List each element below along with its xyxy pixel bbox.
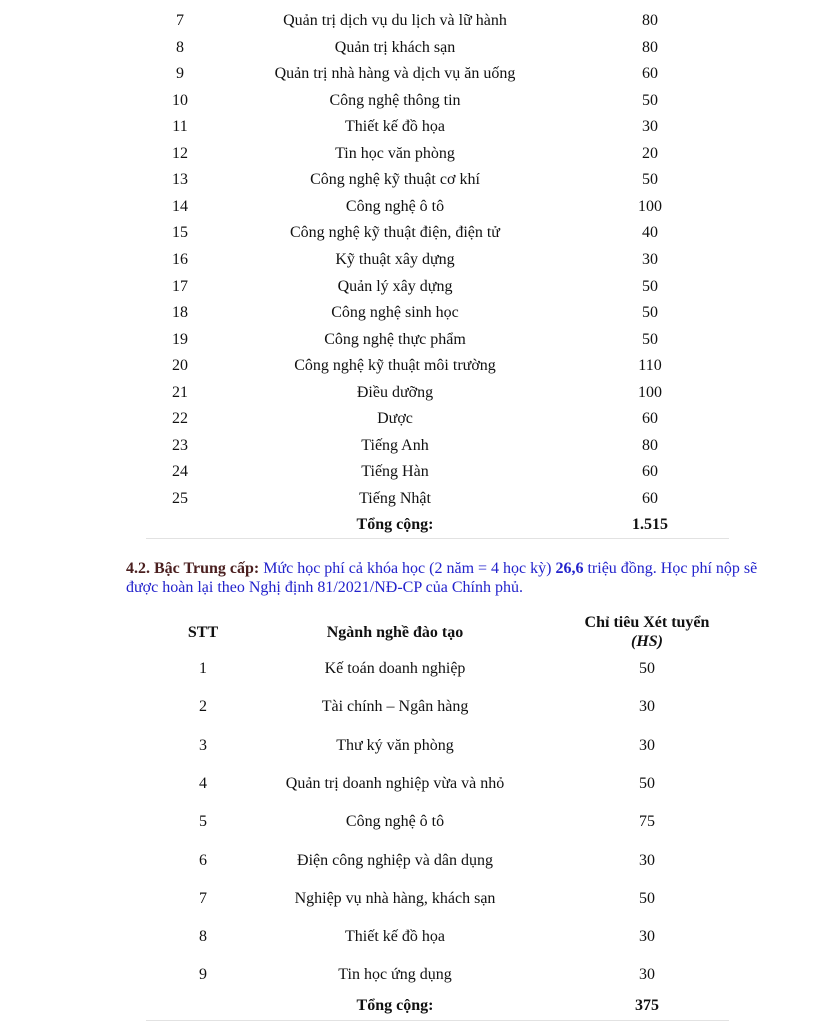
row-stt: 13: [172, 171, 188, 189]
row-stt: 25: [172, 489, 188, 507]
header-value-unit: (HS): [631, 633, 663, 650]
table-row: [0, 141, 831, 167]
row-stt: 7: [176, 12, 184, 29]
row-stt: 3: [199, 736, 207, 754]
table-row: [0, 809, 831, 835]
row-stt: 9: [199, 966, 207, 984]
row-stt: 10: [172, 91, 188, 109]
row-name: Công nghệ sinh học: [331, 304, 459, 322]
header-name: Ngành nghề đào tạo: [326, 624, 464, 641]
table-row: [0, 274, 831, 300]
table-row: [0, 886, 831, 912]
total-value: 375: [635, 997, 659, 1014]
row-stt: 6: [199, 851, 207, 869]
section-heading: 4.2. Bậc Trung cấp:: [126, 560, 260, 577]
row-stt: 2: [199, 698, 207, 716]
row-value: 30: [639, 736, 655, 754]
row-value: 60: [642, 410, 658, 428]
row-name: Quản trị doanh nghiệp vừa và nhỏ: [285, 774, 505, 792]
total-label: Tổng cộng:: [356, 997, 434, 1014]
table-row: [0, 88, 831, 114]
row-name: Điều dưỡng: [356, 383, 434, 401]
row-name: Tiếng Nhật: [359, 489, 431, 507]
row-value: 100: [638, 383, 662, 401]
table-row: [0, 247, 831, 273]
row-value: 50: [639, 660, 655, 677]
row-stt: 23: [172, 436, 188, 454]
table-row: [0, 167, 831, 193]
row-value: 50: [642, 91, 658, 109]
row-name: Tin học văn phòng: [335, 144, 455, 162]
row-name: Công nghệ kỹ thuật điện, điện tử: [290, 224, 500, 242]
total-label: Tổng cộng:: [356, 516, 434, 533]
row-name: Công nghệ ô tô: [345, 813, 445, 831]
row-name: Thư ký văn phòng: [336, 736, 454, 754]
row-value: 60: [642, 463, 658, 481]
table-row: [0, 35, 831, 61]
row-name: Nghiệp vụ nhà hàng, khách sạn: [294, 889, 496, 907]
row-name: Công nghệ kỹ thuật cơ khí: [310, 171, 480, 189]
row-name: Tin học ứng dụng: [338, 966, 452, 984]
table-row: [0, 300, 831, 326]
row-value: 80: [642, 38, 658, 56]
header-stt: STT: [187, 624, 219, 641]
row-value: 80: [642, 12, 658, 29]
table-row: [0, 406, 831, 432]
row-stt: 1: [199, 660, 207, 677]
table-row: [0, 8, 831, 34]
total-value: 1.515: [632, 516, 668, 533]
row-name: Quản lý xây dựng: [337, 277, 453, 295]
row-stt: 11: [172, 118, 188, 136]
section-text-after: triệu đồng. Học phí nộp sẽ được hoàn lại theo Nghị định 81/2021/NĐ-CP của Chính phủ.: [126, 560, 758, 596]
row-stt: 15: [172, 224, 188, 242]
row-stt: 8: [199, 928, 207, 946]
header-value-label: Chỉ tiêu Xét tuyển: [584, 614, 710, 631]
row-value: 50: [642, 330, 658, 348]
row-stt: 18: [172, 304, 188, 322]
table-row: [0, 771, 831, 797]
row-stt: 24: [172, 463, 188, 481]
row-stt: 16: [172, 250, 188, 268]
table-row: [0, 114, 831, 140]
header-value: [567, 613, 727, 651]
row-stt: 4: [199, 774, 207, 792]
row-value: 20: [642, 144, 658, 162]
row-value: 60: [642, 489, 658, 507]
row-name: Thiết kế đồ họa: [345, 928, 445, 946]
row-name: Công nghệ ô tô: [345, 197, 445, 215]
row-stt: 12: [172, 144, 188, 162]
table-row: [0, 694, 831, 720]
row-value: 60: [642, 65, 658, 83]
row-value: 30: [639, 928, 655, 946]
row-name: Kỹ thuật xây dựng: [335, 250, 455, 268]
row-value: 30: [642, 250, 658, 268]
table-row: [0, 61, 831, 87]
row-value: 50: [639, 889, 655, 907]
row-name: Công nghệ kỹ thuật môi trường: [294, 357, 496, 375]
section-4-2-paragraph: [126, 559, 766, 597]
total-row: [0, 512, 831, 538]
row-stt: 7: [199, 889, 207, 907]
row-stt: 20: [172, 357, 188, 375]
table-row: [0, 486, 831, 512]
row-name: Dược: [377, 410, 413, 428]
row-value: 80: [642, 436, 658, 454]
table-row: [0, 194, 831, 220]
row-name: Tài chính – Ngân hàng: [321, 698, 469, 716]
row-name: Quản trị khách sạn: [334, 38, 456, 56]
row-value: 50: [642, 277, 658, 295]
row-value: 30: [639, 966, 655, 984]
section-text-before: Mức học phí cả khóa học (2 năm = 4 học kỳ): [259, 560, 556, 577]
row-value: 50: [642, 304, 658, 322]
row-name: Tiếng Hàn: [361, 463, 429, 481]
table-row: [0, 380, 831, 406]
table-row: [0, 924, 831, 950]
row-stt: 22: [172, 410, 188, 428]
row-stt: 5: [199, 813, 207, 831]
table-row: [0, 848, 831, 874]
table-row: [0, 733, 831, 759]
row-value: 40: [642, 224, 658, 242]
table-row: [0, 327, 831, 353]
row-name: Thiết kế đồ họa: [345, 118, 445, 136]
row-stt: 21: [172, 383, 188, 401]
row-value: 50: [642, 171, 658, 189]
row-stt: 14: [172, 197, 188, 215]
row-name: Kế toán doanh nghiệp: [324, 660, 466, 677]
table-row: [0, 433, 831, 459]
row-stt: 19: [172, 330, 188, 348]
row-stt: 17: [172, 277, 188, 295]
table-row: [0, 962, 831, 988]
row-name: Công nghệ thực phẩm: [324, 330, 466, 348]
row-name: Quản trị nhà hàng và dịch vụ ăn uống: [274, 65, 516, 83]
row-value: 30: [642, 118, 658, 136]
row-stt: 8: [176, 38, 184, 56]
row-value: 50: [639, 774, 655, 792]
table1-bottom-rule: [146, 538, 729, 539]
row-stt: 9: [176, 65, 184, 83]
row-value: 30: [639, 698, 655, 716]
table-row: [0, 459, 831, 485]
row-name: Điện công nghiệp và dân dụng: [297, 851, 493, 869]
row-name: Quản trị dịch vụ du lịch và lữ hành: [283, 12, 507, 29]
row-value: 100: [638, 197, 662, 215]
table2-bottom-rule: [146, 1020, 729, 1021]
table-row: [0, 220, 831, 246]
row-value: 75: [639, 813, 655, 831]
row-name: Công nghệ thông tin: [329, 91, 461, 109]
tuition-amount: 26,6: [555, 560, 584, 577]
table-row: [0, 656, 831, 682]
table-row: [0, 353, 831, 379]
total-row: [0, 993, 831, 1019]
row-value: 30: [639, 851, 655, 869]
row-name: Tiếng Anh: [361, 436, 429, 454]
row-value: 110: [638, 357, 662, 375]
